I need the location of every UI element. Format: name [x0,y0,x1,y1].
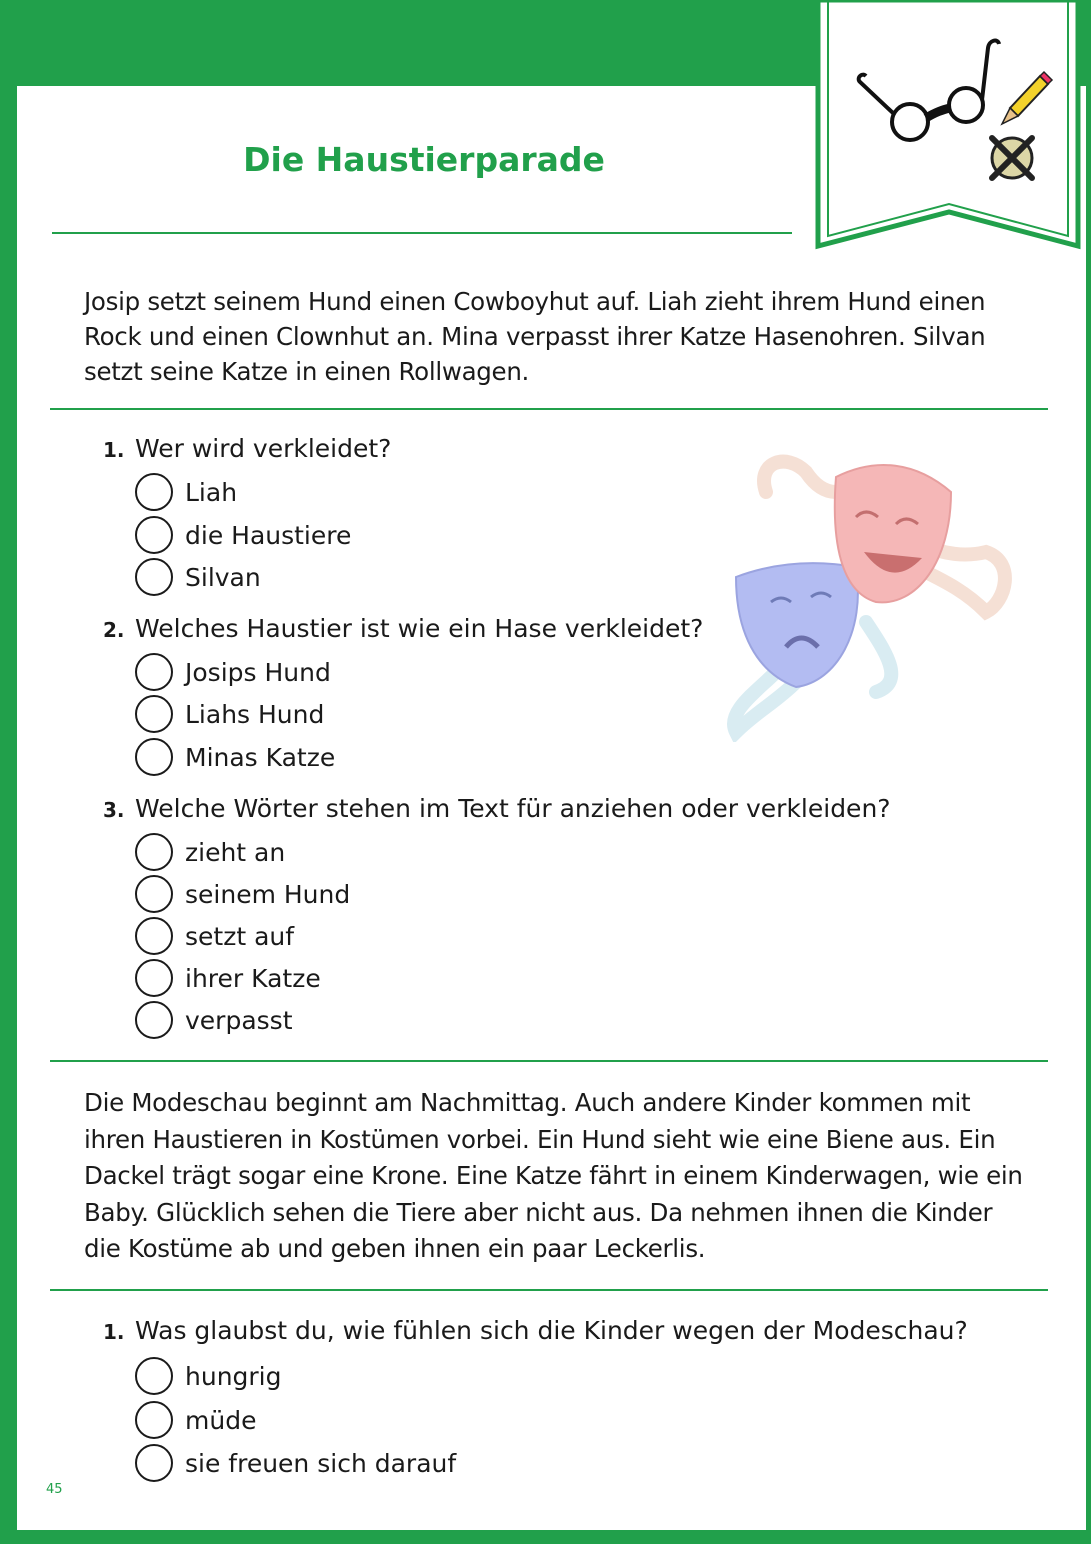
question-number: 3. [103,798,125,822]
option-josips-hund[interactable] [135,652,331,692]
option-die-haustiere[interactable] [135,515,351,555]
option-zieht-an[interactable] [135,832,285,872]
option-label: Minas Katze [185,742,336,772]
answer-circle[interactable] [135,917,173,955]
answer-circle[interactable] [135,738,173,776]
checkbox-x-icon [992,138,1032,178]
option-silvan[interactable] [135,557,261,597]
question-number: 2. [103,618,125,642]
option-label: hungrig [185,1361,282,1391]
option-liahs-hund[interactable] [135,694,324,734]
answer-circle[interactable] [135,1444,173,1482]
option-label: verpasst [185,1005,293,1035]
reading-banner [812,0,1084,262]
section-divider-3 [50,1289,1048,1291]
question-1 [103,434,391,463]
story-paragraph-2: Die Modeschau beginnt am Nachmittag. Auch andere Kinder kommen mit ihren Haustieren in Kostümen vorbei. Ein Hund sieht wie eine Biene aus. Ein Dackel trägt sogar eine Krone. Eine Katze fährt in einem Kinderwagen, wie ein Baby. Glücklich sehen die Tiere aber nicht aus. Da nehmen ihnen die Kinder die Kostüme ab und geben ihnen ein paar Leckerlis. [84,1088,1023,1263]
option-label: seinem Hund [185,879,351,909]
section-divider-2 [50,1060,1048,1062]
option-label: sie freuen sich darauf [185,1448,457,1478]
option-ihrer-katze[interactable] [135,958,321,998]
question-text: Welche Wörter stehen im Text für anziehen oder verkleiden? [135,794,891,823]
answer-circle[interactable] [135,695,173,733]
option-verpasst[interactable] [135,1000,293,1040]
option-hungrig[interactable] [135,1356,282,1396]
answer-circle[interactable] [135,959,173,997]
question-number: 1. [103,438,125,462]
answer-circle[interactable] [135,1001,173,1039]
frame-right [1086,0,1091,1544]
option-label: zieht an [185,837,286,867]
answer-circle[interactable] [135,833,173,871]
answer-circle[interactable] [135,653,173,691]
story-paragraph-1: Josip setzt seinem Hund einen Cowboyhut auf. Liah zieht ihrem Hund einen Rock und einen Clownhut an. Mina verpasst ihrer Katze Hasenohren. Silvan setzt seine Katze in einen Rollwagen. [84,287,986,386]
option-seinem-hund[interactable] [135,874,350,914]
option-label: Liahs Hund [185,699,325,729]
option-minas-katze[interactable] [135,737,335,777]
page-number: 45 [46,1482,63,1497]
page-title: Die Haustierparade [243,140,605,179]
question-text: Wer wird verkleidet? [135,434,392,463]
option-label: setzt auf [185,921,295,951]
question-2 [103,614,703,643]
option-freuen-sich[interactable] [135,1443,456,1483]
answer-circle[interactable] [135,473,173,511]
question-4 [103,1316,968,1345]
title-divider [52,232,792,234]
option-label: ihrer Katze [185,963,321,993]
option-label: Silvan [185,562,261,592]
answer-circle[interactable] [135,1401,173,1439]
answer-circle[interactable] [135,558,173,596]
answer-circle[interactable] [135,516,173,554]
answer-circle[interactable] [135,1357,173,1395]
question-3 [103,794,891,823]
answer-circle[interactable] [135,875,173,913]
section-divider-1 [50,408,1048,410]
frame-left [0,0,17,1544]
option-muede[interactable] [135,1400,256,1440]
option-label: die Haustiere [185,520,352,550]
option-label: Josips Hund [185,657,331,687]
question-text: Was glaubst du, wie fühlen sich die Kinder wegen der Modeschau? [135,1316,968,1345]
frame-bottom [0,1530,1091,1544]
question-text: Welches Haustier ist wie ein Hase verkleidet? [135,614,704,643]
option-label: Liah [185,477,238,507]
option-label: müde [185,1405,257,1435]
option-liah[interactable] [135,472,237,512]
option-setzt-auf[interactable] [135,916,294,956]
theater-masks-icon [716,452,1016,742]
question-number: 1. [103,1320,125,1344]
